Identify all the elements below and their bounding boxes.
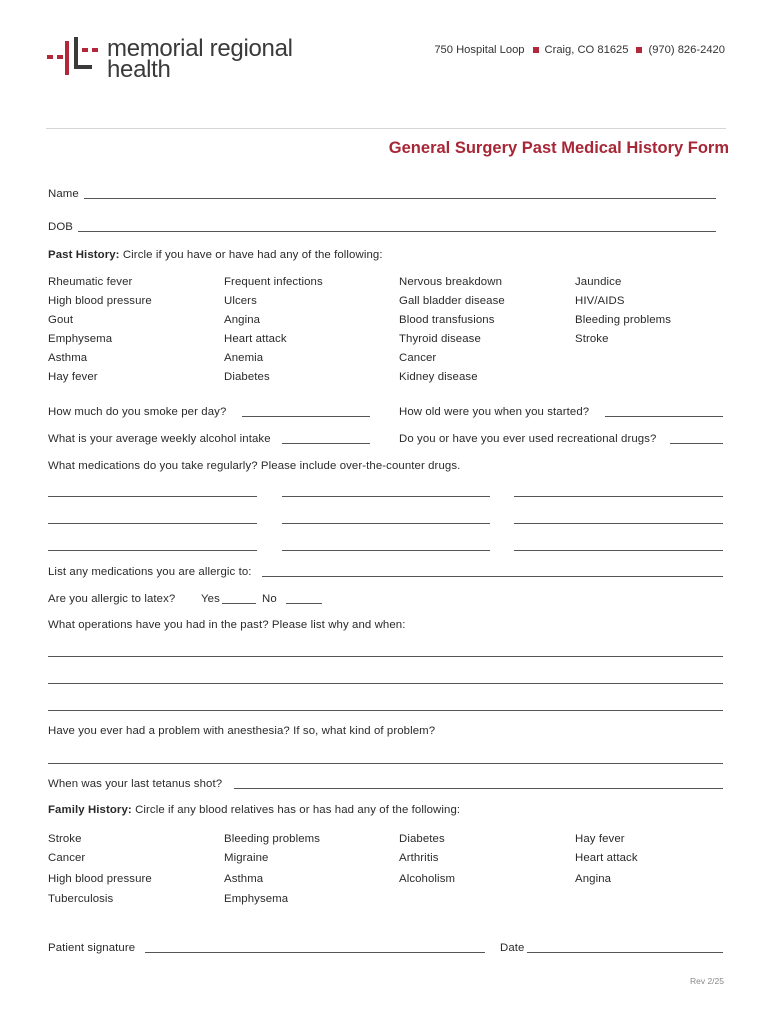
latex-question: Are you allergic to latex? <box>48 593 176 605</box>
past-history-item[interactable]: Blood transfusions <box>399 314 495 326</box>
org-name-line2: health <box>107 56 171 83</box>
operations-question: What operations have you had in the past? Please list why and when: <box>48 619 406 631</box>
operations-field[interactable] <box>48 656 723 657</box>
past-history-item[interactable]: Ulcers <box>224 295 257 307</box>
family-history-item[interactable]: Emphysema <box>224 893 289 905</box>
name-label: Name <box>48 188 79 200</box>
phone: (970) 826-2420 <box>648 44 725 56</box>
dob-field[interactable] <box>78 231 716 232</box>
past-history-item[interactable]: Angina <box>224 314 261 326</box>
org-name-line1: memorial regional <box>107 35 293 62</box>
past-history-item[interactable]: Rheumatic fever <box>48 276 133 288</box>
date-label: Date <box>500 942 525 954</box>
medication-field[interactable] <box>282 550 490 551</box>
past-history-item[interactable]: Thyroid disease <box>399 333 481 345</box>
operations-field[interactable] <box>48 683 723 684</box>
date-field[interactable] <box>527 952 723 953</box>
past-history-label: Past History: <box>48 249 120 261</box>
past-history-item[interactable]: Kidney disease <box>399 371 478 383</box>
drugs-field[interactable] <box>670 443 723 444</box>
latex-no-field[interactable] <box>286 603 322 604</box>
memorial-regional-health-logo-mark <box>46 34 100 78</box>
form-title: General Surgery Past Medical History Form <box>388 139 729 157</box>
past-history-item[interactable]: Heart attack <box>224 333 287 345</box>
past-history-item[interactable]: Diabetes <box>224 371 270 383</box>
signature-label: Patient signature <box>48 942 136 954</box>
tetanus-field[interactable] <box>234 788 723 789</box>
family-history-item[interactable]: Asthma <box>224 873 264 885</box>
family-history-item[interactable]: Arthritis <box>399 852 439 864</box>
allergic-meds-question: List any medications you are allergic to: <box>48 566 252 578</box>
drugs-question: Do you or have you ever used recreational drugs? <box>399 433 657 445</box>
smoke-field[interactable] <box>242 416 370 417</box>
medications-question: What medications do you take regularly? Please include over-the-counter drugs. <box>48 460 461 472</box>
past-history-item[interactable]: Gout <box>48 314 74 326</box>
family-history-label: Family History: <box>48 804 132 816</box>
address: 750 Hospital Loop <box>434 44 525 56</box>
family-history-item[interactable]: Stroke <box>48 833 82 845</box>
family-history-item[interactable]: Migraine <box>224 852 269 864</box>
anesthesia-question: Have you ever had a problem with anesthesia? If so, what kind of problem? <box>48 725 436 737</box>
family-history-item[interactable]: Alcoholism <box>399 873 456 885</box>
past-history-item[interactable]: Anemia <box>224 352 264 364</box>
separator-square-icon <box>533 47 539 53</box>
family-history-heading <box>48 803 460 817</box>
smoke-question: How much do you smoke per day? <box>48 406 227 418</box>
family-history-item[interactable]: Tuberculosis <box>48 893 114 905</box>
signature-field[interactable] <box>145 952 485 953</box>
family-history-item[interactable]: Diabetes <box>399 833 445 845</box>
latex-no-label: No <box>262 593 277 605</box>
smoke-start-field[interactable] <box>605 416 723 417</box>
past-history-item[interactable]: Cancer <box>399 352 437 364</box>
past-history-item[interactable]: HIV/AIDS <box>575 295 625 307</box>
anesthesia-field[interactable] <box>48 763 723 764</box>
city: Craig, CO 81625 <box>544 44 629 56</box>
alcohol-question: What is your average weekly alcohol intake <box>48 433 271 445</box>
family-history-item[interactable]: Hay fever <box>575 833 625 845</box>
dob-label: DOB <box>48 221 73 233</box>
family-history-item[interactable]: Angina <box>575 873 612 885</box>
medication-field[interactable] <box>48 550 257 551</box>
family-history-item[interactable]: Heart attack <box>575 852 638 864</box>
medication-field[interactable] <box>514 550 723 551</box>
contact-info <box>434 44 725 56</box>
latex-yes-field[interactable] <box>222 603 256 604</box>
revision-label: Rev 2/25 <box>689 976 724 986</box>
past-history-heading <box>48 248 383 262</box>
latex-yes-label: Yes <box>201 593 220 605</box>
medication-field[interactable] <box>282 523 490 524</box>
header-divider <box>46 128 726 129</box>
operations-field[interactable] <box>48 710 723 711</box>
past-history-item[interactable]: High blood pressure <box>48 295 152 307</box>
smoke-start-question: How old were you when you started? <box>399 406 590 418</box>
family-history-item[interactable]: High blood pressure <box>48 873 152 885</box>
past-history-item[interactable]: Frequent infections <box>224 276 323 288</box>
name-field[interactable] <box>84 198 716 199</box>
family-history-instruction: Circle if any blood relatives has or has had any of the following: <box>135 804 461 816</box>
medication-field[interactable] <box>282 496 490 497</box>
past-history-item[interactable]: Stroke <box>575 333 609 345</box>
medication-field[interactable] <box>48 496 257 497</box>
alcohol-field[interactable] <box>282 443 370 444</box>
past-history-item[interactable]: Nervous breakdown <box>399 276 503 288</box>
medication-field[interactable] <box>514 523 723 524</box>
past-history-item[interactable]: Emphysema <box>48 333 113 345</box>
allergic-meds-field[interactable] <box>262 576 723 577</box>
family-history-item[interactable]: Cancer <box>48 852 86 864</box>
past-history-item[interactable]: Asthma <box>48 352 88 364</box>
separator-square-icon <box>636 47 642 53</box>
past-history-item[interactable]: Gall bladder disease <box>399 295 505 307</box>
tetanus-question: When was your last tetanus shot? <box>48 778 223 790</box>
medication-field[interactable] <box>48 523 257 524</box>
past-history-item[interactable]: Jaundice <box>575 276 622 288</box>
family-history-item[interactable]: Bleeding problems <box>224 833 321 845</box>
past-history-instruction: Circle if you have or have had any of the following: <box>122 249 383 261</box>
past-history-item[interactable]: Hay fever <box>48 371 98 383</box>
medication-field[interactable] <box>514 496 723 497</box>
past-history-item[interactable]: Bleeding problems <box>575 314 672 326</box>
